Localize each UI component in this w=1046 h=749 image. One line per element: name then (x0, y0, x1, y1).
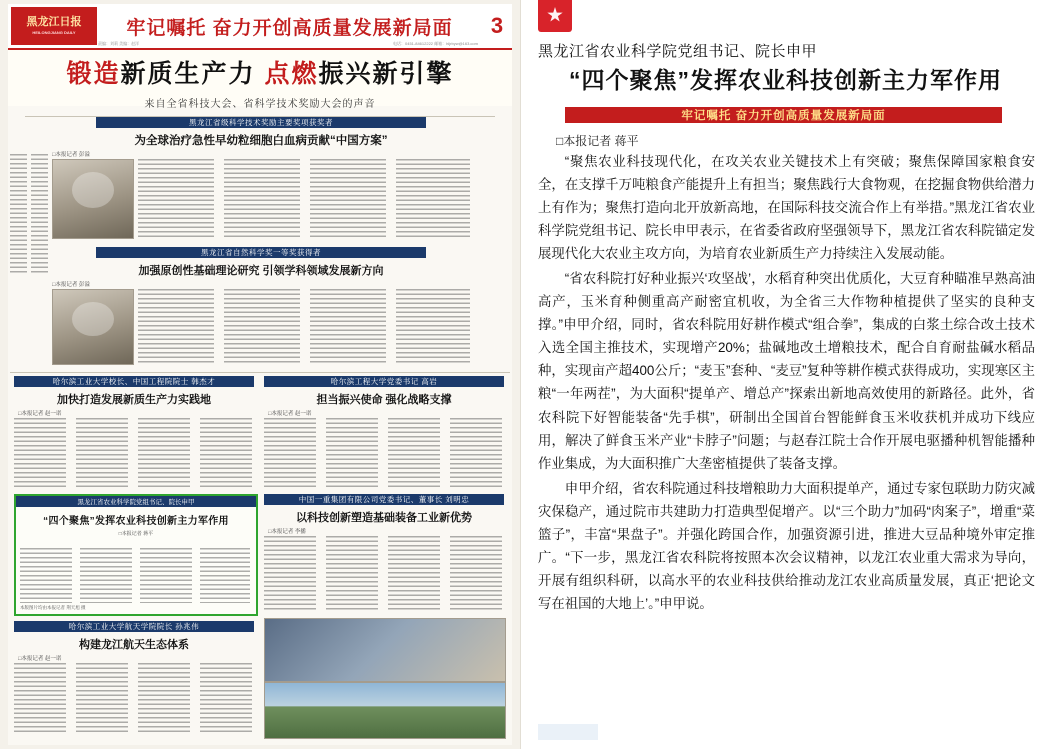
headline-part-d: 振兴新引擎 (318, 60, 454, 88)
photo-industrial (264, 618, 506, 682)
article-bar-4: 哈尔滨工程大学党委书记 高岩 (264, 376, 504, 387)
photo-aerial (264, 682, 506, 739)
highlighted-article-body (20, 548, 250, 603)
article-bar-2: 黑龙江省自然科学奖一等奖获得者 (96, 247, 426, 258)
page-number: 3 (490, 13, 504, 38)
article-byline-1: □本报记者 彭溢 (52, 152, 90, 158)
article-body-6 (14, 663, 254, 735)
newspaper-logo (11, 7, 97, 45)
article-kicker: 黑龙江省农业科学院党组书记、院长申甲 (538, 43, 818, 60)
headline-line1 (8, 54, 512, 90)
article-bar-5: 中国一重集团有限公司党委书记、董事长 刘明忠 (264, 494, 504, 505)
highlighted-article-byline: □本报记者 蒋平 (118, 531, 154, 537)
highlighted-article-footer: 本版图片均由本报记者 荆天旭 摄 (20, 605, 86, 610)
headline-subtitle: 来自全省科技大会、省科学技术奖励大会的声音 (144, 99, 376, 110)
article-paragraph-3: 申甲介绍，省农科院通过科技增粮助力大面积提单产，通过专家包联助力防灾减灾保稳产，通过院市共建助力打造典型促增产。以“三个助力”加码“肉案子”，增重“菜篮子”，丰富“果盘子”。并强化跨国合作，加强资源引进，推进大豆品种境外审定推广。“下一步，黑龙江省农科院将按照本次会议精神，以龙江农业重大需求为导向，开展有组织科研，以高水平的农业科技供给推动龙江农业高质量发展，真正‘把论文写在祖国的大地上’。”申甲说。 (538, 480, 1035, 611)
highlighted-article-title: “四个聚焦”发挥农业科技创新主力军作用 (43, 516, 229, 527)
article-title-4: 担当振兴使命 强化战略支撑 (316, 394, 452, 406)
newspaper-logo-text: 黑龙江日报 (26, 16, 82, 29)
article-body (538, 150, 1035, 617)
red-flag-icon (538, 0, 572, 32)
article-bar-3: 哈尔滨工业大学校长、中国工程院院士 韩杰才 (14, 376, 254, 387)
article-body-1 (138, 159, 470, 237)
masthead-meta-left: 责编：刘莉 美编：赵洋 (98, 41, 140, 46)
article-body-2 (138, 289, 470, 363)
article-byline-2: □本报记者 彭溢 (52, 282, 90, 288)
article-photo-2 (52, 289, 134, 365)
article-paragraph-1: “聚焦农业科技现代化，在攻关农业关键技术上有突破；聚焦保障国家粮食安全，在支撑千万吨粮食产能提升上有担当；聚焦践行大食物观，在挖掘食物供给潜力上有作为；聚焦打造向北开放新高地，在国际科技交流合作上有举措。”黑龙江省农业科学院党组书记、院长申甲表示，在省委省政府坚强领导下，黑龙江省农科院锚定发展现代化大农业主攻方向，为培育农业新质生产力持续注入发展动能。 (538, 154, 1035, 262)
article-body-5 (264, 536, 504, 612)
article-title-5: 以科技创新塑造基础装备工业新优势 (296, 512, 472, 524)
article-paragraph-2: “省农科院打好种业振兴‘攻坚战’，水稻育种突出优质化，大豆育种瞄准早熟高油高产，玉米育种侧重高产耐密宜机收，为全省三大作物种植提供了坚实的良种支撑。”申甲介绍，同时，省农科院用好耕作模式“组合拳”，集成的白浆土综合改土技术入选全国主推技术，实现增产20%；盐碱地改土增粮技术，配合自育耐盐碱水稻品种，实现亩产超400公斤；“麦玉”套种、“麦豆”复种等耕作模式获得成功，实现寒区主粮“一年两茬”，为大面积“提单产、增总产”探索出新地高效使用的新路径。此外，省农科院下好智能装备“先手棋”，研制出全国首台智能鲜食玉米收获机并成功下线应用，解决了鲜食玉米产业“卡脖子”问题；与赵春江院士合作开展电驱播种机智能播种作业集成，为大面积推广大垄密植提供了装备支撑。 (538, 271, 1035, 471)
masthead-meta (98, 41, 478, 47)
headline-part-a: 锻造 (66, 60, 121, 88)
article-byline-5: □本报记者 李播 (268, 529, 306, 535)
article-body-4 (264, 418, 504, 488)
article-byline-4: □本报记者 赵一诺 (268, 411, 312, 417)
newspaper-page (8, 4, 512, 745)
article-title-1: 为全球治疗急性早幼粒细胞白血病贡献“中国方案” (134, 135, 388, 147)
newspaper-masthead (8, 4, 512, 50)
headline-part-c: 点燃 (264, 60, 319, 88)
sidebar-column-left (10, 154, 48, 274)
article-title-3: 加快打造发展新质生产力实践地 (57, 394, 211, 406)
highlighted-article[interactable] (14, 494, 258, 616)
highlighted-article-bar: 黑龙江省农业科学院党组书记、院长申甲 (16, 496, 256, 507)
masthead-title: 牢记嘱托 奋力开创高质量发展新局面 (126, 17, 453, 39)
article-reporter-byline: □本报记者 蒋平 (556, 134, 639, 148)
newspaper-scan[interactable] (0, 0, 521, 749)
headline-part-b: 新质生产力 (120, 60, 256, 88)
article-red-banner: 牢记嘱托 奋力开创高质量发展新局面 (565, 107, 1002, 123)
article-title-6: 构建龙江航天生态体系 (79, 639, 189, 651)
masthead-meta-right: 电话：0451-84612222 邮箱：hljrbyw@163.com (393, 41, 478, 46)
front-headline (8, 50, 512, 110)
newspaper-logo-sub: HEILONGJIANG DAILY (32, 29, 76, 35)
article-footer-block (538, 724, 598, 740)
article-headline: “四个聚焦”发挥农业科技创新主力军作用 (569, 67, 1002, 93)
article-bar-1: 黑龙江省级科学技术奖励主要奖项获奖者 (96, 117, 426, 128)
article-bar-6: 哈尔滨工业大学航天学院院长 孙兆伟 (14, 621, 254, 632)
article-photo-1 (52, 159, 134, 239)
section-divider-1 (10, 372, 510, 373)
article-reader (521, 0, 1046, 749)
article-title-2: 加强原创性基础理论研究 引领学科领域发展新方向 (138, 265, 384, 277)
article-byline-6: □本报记者 赵一诺 (18, 656, 62, 662)
article-body-3 (14, 418, 254, 488)
article-byline-3: □本报记者 赵一诺 (18, 411, 62, 417)
